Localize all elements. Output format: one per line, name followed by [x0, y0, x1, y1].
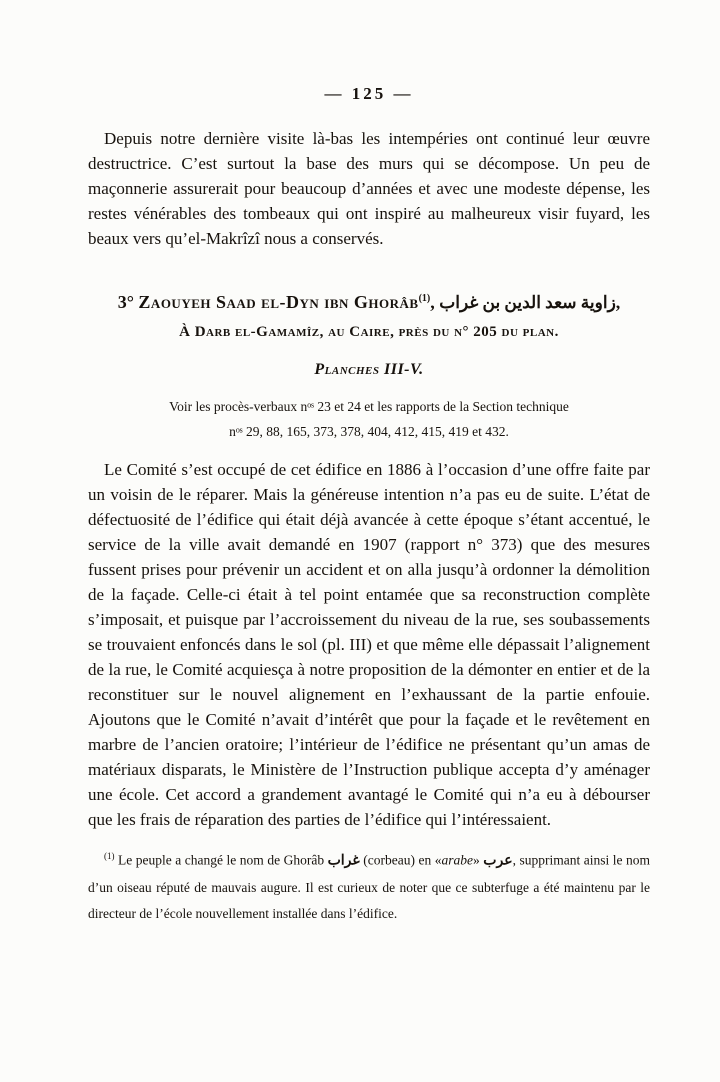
footnote-arabic-ghorab: غراب [327, 853, 360, 869]
text-block [88, 84, 650, 927]
section-location-line: À Darb el-Gamamîz, au Caire, près du n° 205 du plan. [179, 324, 559, 340]
footnote-arabic-arab: عرب [483, 853, 513, 869]
section-title-latin: Zaouyeh Saad el-Dyn ibn Ghorâb [138, 292, 419, 312]
title-separator: , [430, 292, 440, 312]
references-line-2: nᵒˢ 29, 88, 165, 373, 378, 404, 412, 415, 419 et 432. [229, 424, 509, 439]
footnote-text-segment-2: (corbeau) en « [359, 852, 442, 868]
intro-paragraph: Depuis notre dernière visite là-bas les intempéries ont continué leur œuvre destructrice. C’est surtout la base des murs qui se décompose. Un peu de maçonnerie assurerait pour beaucoup d’années et avec une modeste dépense, les restes vénérables des tombeaux qui ont inspiré au malheureux visir fuyard, les beaux vers qu’el-Makrîzî nous a conservés. [88, 129, 650, 248]
title-trailing-comma: , [615, 292, 621, 312]
section-heading [88, 285, 650, 341]
page-number: — 125 — [324, 84, 414, 103]
footnote-text-segment-3: » [473, 852, 484, 868]
section-title-arabic: زاوية سعد الدين بن غراب [439, 293, 616, 312]
planches-label: Planches III-V. [314, 361, 424, 378]
footnote-text-segment-4: , supprimant ainsi le nom d’un oiseau réputé de mauvais augure. Il est curieux de noter que ce subterfuge a été maintenu par le directeur de l’école nouvellement installée dans l’édifice. [88, 852, 651, 921]
main-paragraph: Le Comité s’est occupé de cet édifice en 1886 à l’occasion d’une offre faite par un voisin de le réparer. Mais la généreuse intention n’a pas eu de suite. L’état de défectuosité de l’édifice qui était déjà avancée à cette époque s’étant accentué, le service de la ville avait demandé en 1907 (rapport n° 373) que des mesures fussent prises pour prévenir un accident et on alla jusqu’à ordonner la démolition de la façade. Celle-ci était à tel point entamée que sa reconstruction complète s’imposait, et puisque par l’accroissement du niveau de la rue, ses soubassements se trouvaient enfoncés dans le sol (pl. III) et que même elle dépassait l’alignement de la rue, le Comité acquiesça à notre proposition de la démonter en entier et de la reconstituer sur le nouvel alignement en l’exhaussant de la partie enfouie. Ajoutons que le Comité n’avait d’intérêt que pour la façade et le revêtement en marbre de l’ancien oratoire; l’intérieur de l’édifice ne présentant qu’un amas de matériaux disparats, le Ministère de l’Instruction publique accepta d’y aménager une école. Cet accord a grandement avantagé le Comité qui n’a eu à débourser que les frais de réparation des parties de l’édifice qui l’intéressaient. [88, 460, 650, 829]
footnote-reference-superscript: (1) [418, 293, 431, 304]
references-line-1: Voir les procès-verbaux nᵒˢ 23 et 24 et les rapports de la Section technique [169, 399, 569, 414]
references-note [88, 394, 650, 444]
footnote-word-arabe: arabe [441, 852, 474, 868]
footnote [88, 843, 650, 927]
section-number: 3° [117, 292, 134, 312]
footnote-text-segment-1: Le peuple a changé le nom de Ghorâb [114, 852, 328, 868]
footnote-marker: (1) [104, 851, 115, 861]
section-title-line [88, 285, 650, 316]
